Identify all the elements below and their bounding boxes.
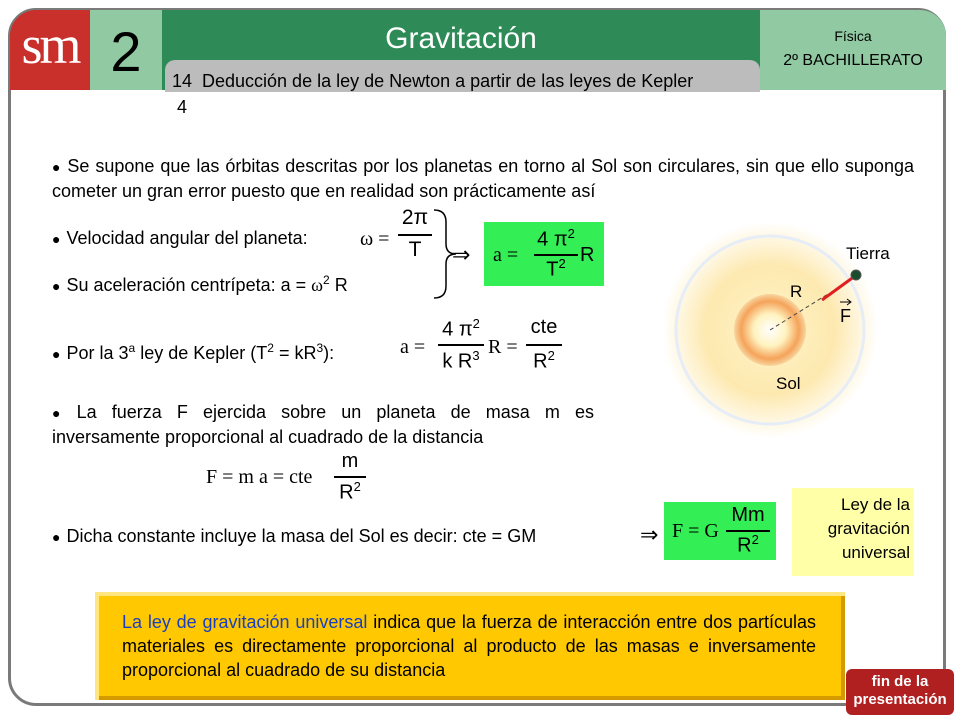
force-numerator: m bbox=[341, 450, 359, 472]
bullet-text: Se supone que las órbitas descritas por los planetas en torno al Sol son circulares, sin que ello suponga cometer un gran error puesto que en realidad son prácticamente así bbox=[52, 156, 914, 201]
bullet-centripetal bbox=[52, 268, 348, 298]
kep-denominator-2 bbox=[526, 348, 562, 374]
implies-icon: ⇒ bbox=[640, 522, 659, 547]
unit-number: 2 bbox=[110, 20, 142, 83]
force-lhs: F = m a = cte bbox=[206, 466, 313, 488]
bullet-text-prefix: Su aceleración centrípeta: a = bbox=[66, 275, 307, 295]
kep-den-exp: 3 bbox=[472, 348, 480, 363]
kepler-sup: a bbox=[128, 341, 136, 355]
end-presentation-label[interactable]: fin de la presentación bbox=[853, 673, 947, 708]
course-level: 2º BACHILLERATO bbox=[783, 52, 923, 69]
bullet-icon: ● bbox=[52, 159, 62, 175]
grav-den-text: R bbox=[737, 534, 752, 557]
force-denominator bbox=[334, 479, 366, 505]
acc-lhs: a = bbox=[493, 244, 519, 266]
bullet-constant bbox=[52, 524, 536, 549]
acc-den-exp: 2 bbox=[558, 256, 566, 271]
summary-rest: indica que la fuerza de interacción entre dos partículas materiales es directamente proporcional al producto de las masas e inversamente proporcional al cuadrado de su distancia bbox=[122, 612, 817, 680]
summary-highlight: La ley de gravitación universal bbox=[122, 612, 368, 632]
bullet-icon: ● bbox=[52, 405, 71, 421]
bullet-icon: ● bbox=[52, 231, 61, 247]
kep-den2-text: R bbox=[533, 350, 548, 373]
kep-numerator bbox=[438, 316, 484, 342]
bullet-text: La fuerza F ejercida sobre un planeta de masa m es inversamente proporcional al cuadrado de la distancia bbox=[52, 402, 594, 447]
kep-mid: R = bbox=[488, 336, 518, 358]
force-label: F bbox=[840, 306, 851, 326]
publisher-logo-text: sm bbox=[21, 15, 79, 75]
acc-rhs: R bbox=[580, 244, 595, 266]
page-title: Gravitación bbox=[385, 22, 537, 55]
acc-numerator bbox=[534, 226, 578, 252]
kep-den-text: k R bbox=[442, 350, 473, 373]
omega-exp: 2 bbox=[323, 273, 330, 287]
kep-denominator bbox=[438, 348, 484, 374]
bullet-icon: ● bbox=[52, 278, 61, 294]
kep-num-exp: 2 bbox=[472, 316, 480, 331]
earth-label: Tierra bbox=[846, 244, 890, 263]
earth-icon bbox=[851, 270, 861, 280]
grav-lhs: F = G bbox=[672, 520, 719, 542]
kepler-r-exp: 3 bbox=[316, 341, 324, 355]
kep-num-text: 4 π bbox=[442, 318, 473, 341]
force-den-text: R bbox=[339, 481, 354, 504]
grav-den-exp: 2 bbox=[751, 532, 759, 547]
omega-symbol: ω bbox=[311, 275, 323, 295]
bullet-text: Velocidad angular del planeta: bbox=[66, 228, 308, 248]
course-box bbox=[760, 10, 946, 90]
section-number: 14 4 bbox=[171, 71, 193, 117]
bullet-icon: ● bbox=[52, 529, 61, 545]
section-title: Deducción de la ley de Newton a partir de las leyes de Kepler bbox=[202, 71, 694, 91]
radius-label: R bbox=[790, 282, 803, 301]
sun-label: Sol bbox=[776, 374, 801, 393]
acc-denominator bbox=[534, 256, 578, 282]
kep-lhs: a = bbox=[400, 336, 426, 358]
kep-den2-exp: 2 bbox=[547, 348, 555, 363]
implies-icon: ⇒ bbox=[452, 242, 471, 267]
kepler-text-1: Por la 3 bbox=[66, 343, 129, 363]
grav-denominator bbox=[726, 532, 770, 558]
fraction-bar bbox=[526, 344, 562, 346]
bullet-force bbox=[52, 400, 594, 449]
fraction-bar bbox=[334, 476, 366, 478]
kepler-t-exp: 2 bbox=[267, 341, 274, 355]
course-subject: Física bbox=[834, 28, 872, 44]
kepler-text-3: = kR bbox=[273, 343, 317, 363]
grav-numerator: Mm bbox=[731, 504, 765, 526]
kepler-text-4: ): bbox=[323, 343, 335, 363]
kep-numerator-2: cte bbox=[530, 316, 558, 338]
kepler-text-2: ley de Kepler (T bbox=[135, 343, 268, 363]
bullet-icon: ● bbox=[52, 346, 61, 362]
force-den-exp: 2 bbox=[353, 479, 361, 494]
fraction-bar bbox=[398, 234, 432, 236]
acc-num-text: 4 π bbox=[537, 228, 568, 251]
summary-text bbox=[122, 610, 816, 682]
bullet-text-suffix: R bbox=[334, 275, 348, 295]
bullet-kepler bbox=[52, 336, 334, 366]
acc-num-exp: 2 bbox=[567, 226, 575, 241]
bullet-angular-velocity bbox=[52, 226, 308, 251]
bullet-text: Dicha constante incluye la masa del Sol es decir: cte = GM bbox=[66, 526, 537, 546]
omega-lhs: ω = bbox=[360, 228, 390, 250]
omega-numerator: 2π bbox=[401, 206, 429, 229]
omega-denominator: T bbox=[408, 238, 422, 261]
law-label: Ley de la gravitación universal bbox=[827, 495, 910, 562]
bullet-circular-orbits bbox=[52, 154, 914, 203]
fraction-bar bbox=[438, 344, 484, 346]
acc-den-text: T bbox=[546, 258, 559, 281]
